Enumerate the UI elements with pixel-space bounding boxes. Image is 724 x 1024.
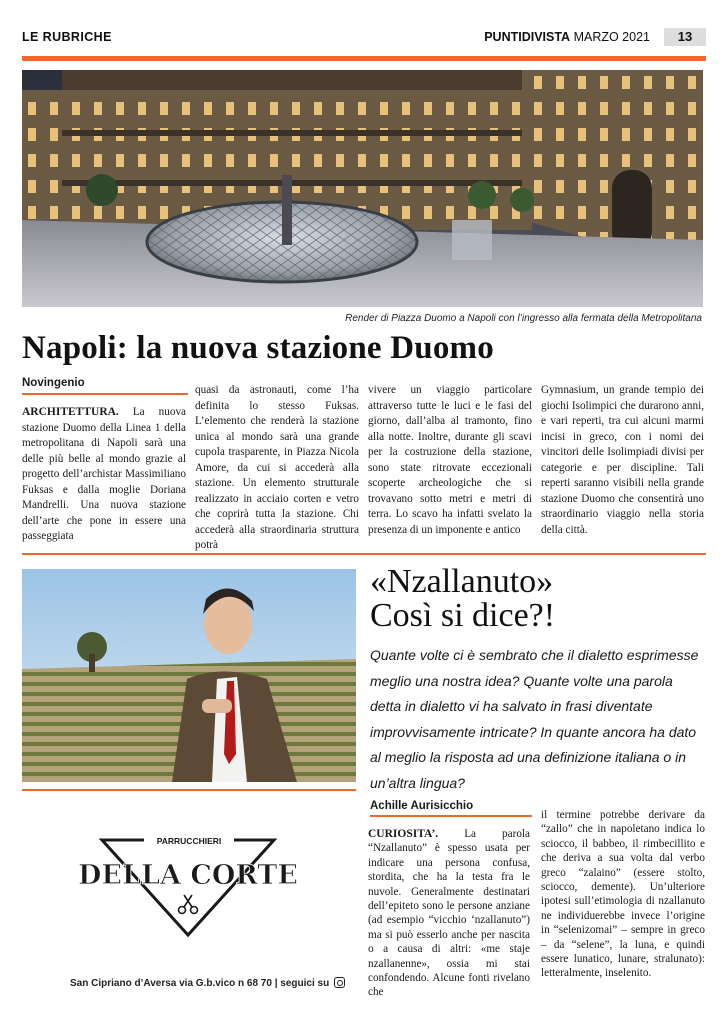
ad-address-text: San Cipriano d’Aversa via G.b.vico n 68 70 | seguici su	[70, 978, 330, 989]
hero-caption: Render di Piazza Duomo a Napoli con l’ingresso alla fermata della Metropolitana	[345, 313, 702, 324]
article2-author: Achille Aurisicchio	[370, 800, 474, 812]
article-column-1	[22, 405, 186, 545]
photo-divider	[22, 789, 356, 791]
page-number: 13	[664, 28, 706, 46]
hero-image-piazza-duomo	[22, 70, 703, 307]
article2-kicker: CURIOSITA’.	[368, 828, 439, 840]
section-divider	[22, 553, 706, 555]
article2-text-1: La parola “Nzallanuto” è spesso usata per indicare una persona confusa, stordita, che ha la testa fra le nuvole. Generalmente destinatari dell’epiteto sono le persone anziane (ad esempio “vicchio ‘nzallanuto”) ma si può esserlo anche per nascita o a causa di altri: «me staje nzallanennе», ossia mi stai confondendo. Alcune fonti rivelano che	[368, 828, 530, 999]
author2-underline	[370, 815, 532, 817]
article2-title-line2: Così si dice?!	[370, 597, 556, 634]
article-column-2: quasi da astronauti, come l’ha definita lo stesso Fuksas. L’elemento che renderà la stazione unica al mondo sarà una grande cupola trasparente, in Piazza Nicola Amore, da cui si accederà alla stazione. Un elemento strutturale realizzato in acciaio corten e vetro che coprirà tutta la stazione. Chi accederà alla straordinaria struttura potrà	[195, 384, 359, 551]
magazine-brand: PUNTIDIVISTA	[484, 30, 571, 44]
article2-lead: Quante volte ci è sembrato che il dialetto esprimesse meglio una nostra idea? Quante volte una parola detta in dialetto vi ha salvato in frasi diventate improvvisamente intricate? In quante ancora ha dato al meglio la risposta ad una definizione italiana o in un’altra lingua?	[370, 647, 699, 791]
ad-address	[70, 977, 345, 989]
article-author: Novingenio	[22, 377, 85, 389]
article-text-1: La nuova stazione Duomo della Linea 1 della metropolitana di Napoli sarà una delle più belle al mondo grazie al progetto dell’archistar Massimiliano Fuksas e dalla moglie Doriana Mandrelli. Una nuova stazione dell’arte che pone in essere una passeggiata	[22, 406, 187, 542]
article2-column-2: il termine potrebbe derivare da “zallo” che in napoletano indica lo sciocco, il babbeo, il rimbecillito e che deriva a sua volta dal verbo greco “zalaino” (essere stolto, sciocco, demente). Un’ulteriore ipotesi sull’etimologia di nzallanuto ne individuerebbe invece l’origine in “selenizomai” – sempre in greco – da “selene”, la luna, e quindi essere lunatico, lunare, stralunato): letteralmente, inselenito.	[541, 809, 705, 980]
magazine-info	[484, 30, 650, 44]
article2-title-line1: «Nzallanuto»	[370, 563, 554, 600]
ad-brand-name: DELLA CORTE	[78, 860, 298, 891]
page-header	[22, 28, 706, 48]
issue-date: MARZO 2021	[573, 30, 650, 44]
article-column-3: vivere un viaggio particolare attraverso tutte le luci e le fasi del giorno, dall’alba al tramonto, fino alla notte. Inoltre, durante gli scavi per la costruzione della stazione, sono state ritrovate eccezionali scoperte archeologiche che si trovavano sotto metri e metri di terra. Lo scavo ha infatti svelato la presenza di un imponente e antico	[368, 384, 532, 536]
header-divider	[22, 56, 706, 61]
section-label: LE RUBRICHE	[22, 30, 112, 44]
article2-column-1	[368, 827, 530, 1000]
article-title: Napoli: la nuova stazione Duomo	[22, 330, 494, 366]
author-underline	[22, 393, 188, 395]
portrait-photo	[22, 569, 356, 782]
article-column-4: Gymnasium, un grande tempio dei giochi Isolimpici che durarono anni, e vari reperti, tra cui alcuni marmi incisi in greco, con i nomi dei vincitori delle Isolimpiadi divisi per categorie e per discipline. Tali reperti saranno visibili nella grande stazione Duomo che consentirà uno straordinario viaggio nella storia della città.	[541, 384, 704, 536]
article-kicker: ARCHITETTURA.	[22, 406, 119, 418]
article2-title	[370, 565, 555, 633]
advertisement-della-corte	[22, 800, 356, 1000]
instagram-icon[interactable]	[334, 977, 345, 988]
ad-small-label: PARRUCCHIERI	[156, 836, 222, 846]
